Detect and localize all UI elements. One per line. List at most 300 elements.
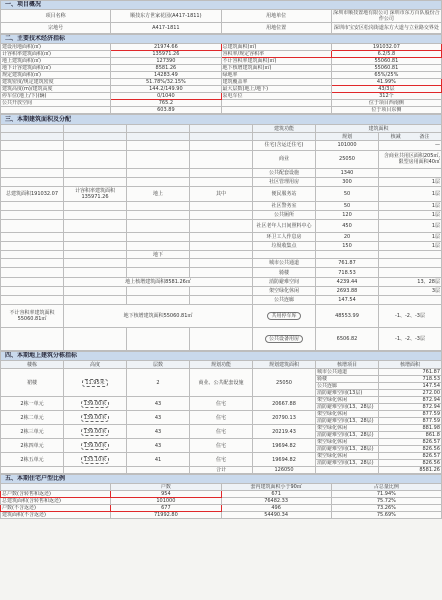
dist-note: 13、28层 <box>379 277 442 286</box>
tech-row <box>1 72 442 79</box>
header-note: 备注 <box>419 133 430 140</box>
building-function: 住宅 <box>190 411 253 425</box>
tech-label: 公共开放空间 <box>1 100 111 107</box>
blank-cell <box>1 277 64 286</box>
tech-value: 位于项目西南侧 <box>331 100 441 107</box>
dist-function: 环卫工人作息房 <box>253 232 316 241</box>
section-title-buildings: 四、本期地上建筑分栋指标 <box>1 352 442 361</box>
tech-label <box>1 107 111 114</box>
tech-row <box>1 51 442 58</box>
section-title-tech: 二、主要技术经济指标 <box>1 35 442 44</box>
tech-row <box>1 44 442 51</box>
dist-note: 1层 <box>379 220 442 233</box>
add-area: 147.54 <box>379 383 442 390</box>
add-item: 消防避难空间(13层) <box>316 390 379 397</box>
tech-value: 191032.07 <box>331 44 441 51</box>
blank-cell <box>64 327 127 350</box>
dist-function <box>253 305 316 328</box>
add-item: 公共连廊 <box>316 383 379 390</box>
blank-cell <box>127 295 190 304</box>
distribution-row <box>1 168 442 177</box>
blank-cell <box>190 150 253 168</box>
blank-cell <box>64 177 127 186</box>
units-header-blank <box>1 484 111 491</box>
distribution-row <box>1 202 442 211</box>
add-item: 消防避难空间(13、28层) <box>316 432 379 439</box>
building-height-cell <box>64 439 127 453</box>
dist-note: 1层 <box>379 177 442 186</box>
blank-cell <box>127 150 190 168</box>
unit-label: 总建筑面积(含转售和返还) <box>1 498 111 505</box>
building-total-row <box>1 467 442 474</box>
tech-value: 43/3层 <box>331 86 441 93</box>
tech-label: 泵电车位 <box>221 93 331 100</box>
building-height: 139.00米 <box>81 400 110 408</box>
unit-small: 671 <box>221 491 331 498</box>
section-title-distribution: 三、本期建筑面积及分配 <box>1 115 442 125</box>
total-area: 126050 <box>253 467 316 474</box>
building-name: 2栋一单元 <box>1 397 64 411</box>
dist-note: 1层 <box>379 232 442 241</box>
tech-label: 计容积率建筑面积(㎡) <box>1 51 111 58</box>
dist-function: 住宅(含运迁住宅) <box>253 141 316 150</box>
building-row <box>1 369 442 376</box>
unit-small: 54490.34 <box>221 512 331 519</box>
dist-function: 公共连廊 <box>253 295 316 304</box>
blank-cell <box>190 168 253 177</box>
blank-cell <box>190 211 253 220</box>
building-function: 住宅 <box>190 453 253 467</box>
label-parcel: 宗地号 <box>1 23 111 34</box>
blank-cell <box>127 202 190 211</box>
dist-plan: 150 <box>316 242 379 251</box>
dist-function: 垃圾收集点 <box>253 242 316 251</box>
distribution-row <box>1 295 442 304</box>
tech-row <box>1 86 442 93</box>
building-floors: 43 <box>127 411 190 425</box>
add-item: 架空绿化休闲 <box>316 397 379 404</box>
header-floors: 层数 <box>127 361 190 369</box>
add-area: 761.87 <box>379 369 442 376</box>
building-height: 139.00米 <box>81 428 110 436</box>
distribution-row <box>1 277 442 286</box>
header-height: 高度 <box>64 361 127 369</box>
building-name: 2栋五单元 <box>1 453 64 467</box>
tech-value: 765.2 <box>111 100 221 107</box>
building-height: 133.10米 <box>81 456 110 464</box>
blank-cell <box>127 286 190 295</box>
tech-label: 规定建筑面积(㎡) <box>1 72 111 79</box>
blank-cell <box>127 327 190 350</box>
dist-plan: 2693.88 <box>316 286 379 295</box>
dist-note: 1层 <box>379 211 442 220</box>
tech-value: 65%/25% <box>331 72 441 79</box>
tech-label: 建筑密度/规定建筑密度 <box>1 79 111 86</box>
tech-value: 135971.26 <box>111 51 221 58</box>
add-area: 826.57 <box>379 453 442 460</box>
building-height: 139.00米 <box>81 442 110 450</box>
dist-note: 1层 <box>379 202 442 211</box>
blank-cell <box>127 168 190 177</box>
blank-cell <box>64 232 127 241</box>
blank-cell <box>253 251 316 259</box>
unit-row <box>1 512 442 519</box>
distribution-row <box>1 259 442 268</box>
tech-value: 144.2/149.90 <box>111 86 221 93</box>
tech-label <box>221 100 331 107</box>
tech-label: 地下核增建筑面积(㎡) <box>221 65 331 72</box>
tech-row <box>1 65 442 72</box>
dist-function: 城市公共通道 <box>253 259 316 268</box>
dist-function: 商业 <box>253 150 316 168</box>
tech-value: 312个 <box>331 93 441 100</box>
building-function: 住宅 <box>190 397 253 411</box>
blank-cell <box>316 251 379 259</box>
total-label: 合计 <box>190 467 253 474</box>
dist-plan: 50 <box>316 187 379 202</box>
building-floors: 41 <box>127 453 190 467</box>
header-add-area: 核增面积 <box>379 361 442 369</box>
tech-value: 51.78%/32.15% <box>111 79 221 86</box>
tech-value: 55060.81 <box>331 58 441 65</box>
unit-ratio: 75.72% <box>331 498 441 505</box>
header-plan: 规划 <box>316 133 379 141</box>
value-project-name: 顺技东方世家花园(A417-1811) <box>111 10 221 23</box>
distribution-row <box>1 286 442 295</box>
dist-note <box>379 268 442 277</box>
tech-value: 55060.81 <box>331 65 441 72</box>
add-item: 架空绿化休闲 <box>316 411 379 418</box>
above-core-label: 地上核增建筑面积8581.26㎡ <box>64 277 253 286</box>
tech-value: 41.99% <box>331 79 441 86</box>
unit-small: 496 <box>221 505 331 512</box>
dist-function: 消防避难空间 <box>253 277 316 286</box>
blank-cell <box>127 242 190 251</box>
distribution-row <box>1 141 442 150</box>
distribution-row <box>1 242 442 251</box>
distribution-row <box>1 150 442 168</box>
dist-function: 社区管理用房 <box>253 177 316 186</box>
building-row <box>1 425 442 432</box>
building-floors: 43 <box>127 425 190 439</box>
blank-cell <box>1 168 64 177</box>
dist-note: 1层 <box>379 187 442 202</box>
distribution-row <box>1 187 442 202</box>
add-item: 消防避难空间(13、28层) <box>316 418 379 425</box>
dist-plan: 450 <box>316 220 379 233</box>
blank-cell <box>64 268 127 277</box>
unit-ratio: 73.26% <box>331 505 441 512</box>
building-function: 商业、公共配套设施 <box>190 369 253 397</box>
blank-cell <box>127 220 190 233</box>
building-function: 住宅 <box>190 425 253 439</box>
tech-value: 位于项目东侧 <box>331 107 441 114</box>
unit-row <box>1 498 442 505</box>
blank-cell <box>190 232 253 241</box>
section-tech-indicators <box>0 34 442 114</box>
tech-row <box>1 93 442 100</box>
add-item: 消防避难空间(13、28层) <box>316 446 379 453</box>
blank-cell <box>64 259 127 268</box>
add-area: 872.94 <box>379 404 442 411</box>
tech-label: 总建筑面积(㎡) <box>221 44 331 51</box>
building-name: 2栋四单元 <box>1 439 64 453</box>
blank-cell <box>190 242 253 251</box>
add-item: 消防避难空间(13、28层) <box>316 404 379 411</box>
building-area: 20219.43 <box>253 425 316 439</box>
building-row <box>1 411 442 418</box>
blank-cell <box>1 211 64 220</box>
add-area: 826.56 <box>379 446 442 453</box>
dist-note <box>379 259 442 268</box>
unit-small: 76482.33 <box>221 498 331 505</box>
below-label: 地下 <box>127 251 190 259</box>
dist-plan: 101000 <box>316 141 379 150</box>
blank-cell <box>316 467 379 474</box>
dist-plan: 147.54 <box>316 295 379 304</box>
dist-function: 骑楼 <box>253 268 316 277</box>
dist-note: 1层 <box>379 242 442 251</box>
equip-row <box>1 327 442 350</box>
blank-cell <box>1 467 64 474</box>
equip-row-label: 公共设备用房 <box>265 335 303 343</box>
header-verify: 核减 <box>390 133 401 140</box>
value-land-unit: 深圳市顺技置地有限公司 深圳市东方百队股份合作公司 <box>333 10 440 22</box>
building-area: 25050 <box>253 369 316 397</box>
distribution-row <box>1 232 442 241</box>
dist-note: 含商业共用区面积205㎡,限型房用面积40㎡ <box>379 150 442 168</box>
tech-label: 建筑高度(m)/建筑高度 <box>1 86 111 93</box>
section-title-overview: 一、项目概况 <box>1 1 442 10</box>
dist-note: 3层 <box>379 286 442 295</box>
tech-value: 8581.26 <box>111 65 221 72</box>
add-item: 架空绿化休闲 <box>316 425 379 432</box>
building-function: 住宅 <box>190 439 253 453</box>
building-row <box>1 397 442 404</box>
blank-cell <box>64 242 127 251</box>
add-area: 872.94 <box>379 397 442 404</box>
blank-cell <box>379 251 442 259</box>
blank-cell <box>1 268 64 277</box>
blank-cell <box>1 202 64 211</box>
blank-cell <box>64 295 127 304</box>
far-area-label: 计容积率建筑面积135971.26 <box>64 187 127 202</box>
dist-plan: 120 <box>316 211 379 220</box>
add-item: 消防避难空间(13、28层) <box>316 460 379 467</box>
dist-plan: 4239.44 <box>316 277 379 286</box>
blank-cell <box>64 202 127 211</box>
tech-row <box>1 79 442 86</box>
dist-plan: 761.87 <box>316 259 379 268</box>
blank-cell <box>127 177 190 186</box>
unit-count: 71992.80 <box>111 512 221 519</box>
dist-function <box>253 327 316 350</box>
tech-value: 6.2/5.8 <box>331 51 441 58</box>
unit-row <box>1 491 442 498</box>
blank-cell <box>190 259 253 268</box>
blank-cell <box>1 327 64 350</box>
building-area: 19694.82 <box>253 439 316 453</box>
blank-cell <box>190 141 253 150</box>
blank-cell <box>190 177 253 186</box>
tech-label: 停车位(地上/下)(辆) <box>1 93 111 100</box>
blank-cell <box>190 295 253 304</box>
dist-plan: 1340 <box>316 168 379 177</box>
blank-cell <box>1 259 64 268</box>
dist-plan: 718.53 <box>316 268 379 277</box>
dist-note: -1、-2、-3层 <box>379 305 442 328</box>
tech-label: 建筑覆盖率 <box>221 79 331 86</box>
unit-count: 101000 <box>111 498 221 505</box>
building-height-cell <box>64 397 127 411</box>
building-height-cell <box>64 369 127 397</box>
unit-ratio: 71.94% <box>331 491 441 498</box>
add-area: 877.59 <box>379 411 442 418</box>
add-item: 骑楼 <box>316 376 379 383</box>
unit-row <box>1 505 442 512</box>
building-height-cell <box>64 411 127 425</box>
distribution-row <box>1 211 442 220</box>
blank-cell <box>127 467 190 474</box>
building-height-cell <box>64 425 127 439</box>
value-location: 深圳市宝安区松岗街道东方大道与立业路交界处 <box>331 23 441 34</box>
blank-cell <box>64 220 127 233</box>
unit-count: 677 <box>111 505 221 512</box>
tech-label: 建设用地面积(㎡) <box>1 44 111 51</box>
section-area-distribution <box>0 114 442 351</box>
building-name: 2栋二单元 <box>1 411 64 425</box>
parking-row-label: 共用停车库 <box>267 312 300 320</box>
building-area: 20790.13 <box>253 411 316 425</box>
parking-row <box>1 305 442 328</box>
add-area: 861.8 <box>379 432 442 439</box>
units-header-small: 套内建筑面积小于90㎡ <box>221 484 331 491</box>
dist-note <box>379 295 442 304</box>
unit-count: 954 <box>111 491 221 498</box>
building-height-cell <box>64 453 127 467</box>
label-land-unit: 用地单位 <box>221 10 331 23</box>
blank-cell <box>64 150 127 168</box>
tech-row <box>1 100 442 107</box>
building-floors: 2 <box>127 369 190 397</box>
distribution-row <box>1 220 442 233</box>
blank-cell <box>127 211 190 220</box>
dist-plan: 48553.99 <box>316 305 379 328</box>
section-unit-ratio <box>0 474 442 519</box>
add-item: 架空绿化休闲 <box>316 453 379 460</box>
dist-plan: 50 <box>316 202 379 211</box>
dist-note: — <box>379 141 442 150</box>
add-area: 718.53 <box>379 376 442 383</box>
unit-ratio: 75.69% <box>331 512 441 519</box>
dist-function: 架空绿化休闲 <box>253 286 316 295</box>
value-parcel: A417-1811 <box>111 23 221 34</box>
section-overview <box>0 0 442 34</box>
tech-label: 地上建筑面积(㎡) <box>1 58 111 65</box>
blank-cell <box>127 141 190 150</box>
blank-cell <box>190 202 253 211</box>
blank-cell <box>190 220 253 233</box>
blank-cell <box>1 150 64 168</box>
tech-label: 不计容积率建筑面积(㎡) <box>221 58 331 65</box>
distribution-row <box>1 251 442 259</box>
tech-value: 603.89 <box>111 107 221 114</box>
tech-value: 21974.66 <box>111 44 221 51</box>
blank-cell <box>190 327 253 350</box>
add-area: 877.59 <box>379 418 442 425</box>
dist-plan: 25050 <box>316 150 379 168</box>
add-area: 272.00 <box>379 390 442 397</box>
distribution-row <box>1 268 442 277</box>
blank-cell <box>1 232 64 241</box>
building-row <box>1 439 442 446</box>
dist-function: 社区警务室 <box>253 202 316 211</box>
dist-note <box>379 168 442 177</box>
section-title-units: 五、本期住宅户型比例 <box>1 475 442 484</box>
blank-cell <box>64 211 127 220</box>
among-label: 其中 <box>190 187 253 202</box>
dist-plan: 20 <box>316 232 379 241</box>
add-area: 826.57 <box>379 439 442 446</box>
label-location: 用地位置 <box>221 23 331 34</box>
building-area: 19694.82 <box>253 453 316 467</box>
blank-cell <box>1 141 64 150</box>
add-area: 826.56 <box>379 460 442 467</box>
blank-cell <box>127 259 190 268</box>
section-building-indicators <box>0 351 442 474</box>
dist-function: 公共厕所 <box>253 211 316 220</box>
tech-row <box>1 107 442 114</box>
dist-function: 便民服务站 <box>253 187 316 202</box>
blank-cell <box>64 168 127 177</box>
tech-label: 最大层数(地上/地下) <box>221 86 331 93</box>
nonfar-label: 不计容积率建筑面积55060.81㎡ <box>1 305 64 328</box>
header-add-item: 核增项目 <box>316 361 379 369</box>
header-area: 建筑面积 <box>316 125 442 133</box>
blank-cell <box>64 286 127 295</box>
unit-label: 总户数(含转售和返还) <box>1 491 111 498</box>
under-core-label: 地下核增建筑面积55060.81㎡ <box>64 305 253 328</box>
blank-cell <box>1 242 64 251</box>
blank-cell <box>1 286 64 295</box>
tech-label: 容积率/规定容积率 <box>221 51 331 58</box>
header-building: 楼栋 <box>1 361 64 369</box>
building-name: 裙楼 <box>1 369 64 397</box>
blank-cell <box>127 268 190 277</box>
blank-cell <box>190 286 253 295</box>
blank-cell <box>1 220 64 233</box>
dist-function: 公共配套设施 <box>253 168 316 177</box>
header-function: 建筑功能 <box>253 125 316 133</box>
blank-cell <box>64 467 127 474</box>
building-floors: 43 <box>127 439 190 453</box>
total-area-label: 总建筑面积191032.07 <box>1 187 64 202</box>
distribution-row <box>1 177 442 186</box>
building-row <box>1 453 442 460</box>
building-floors: 43 <box>127 397 190 411</box>
unit-label: 户数(不含返还) <box>1 505 111 512</box>
add-item: 架空绿化休闲 <box>316 439 379 446</box>
tech-label: 绿地率 <box>221 72 331 79</box>
tech-value: 127390 <box>111 58 221 65</box>
tech-row <box>1 58 442 65</box>
units-header-ratio: 占总量比例 <box>331 484 441 491</box>
unit-label: 建筑面积(不含返还) <box>1 512 111 519</box>
building-area: 20667.88 <box>253 397 316 411</box>
blank-cell <box>190 251 253 259</box>
tech-value: 0/1040 <box>111 93 221 100</box>
add-item: 城市公共通道 <box>316 369 379 376</box>
